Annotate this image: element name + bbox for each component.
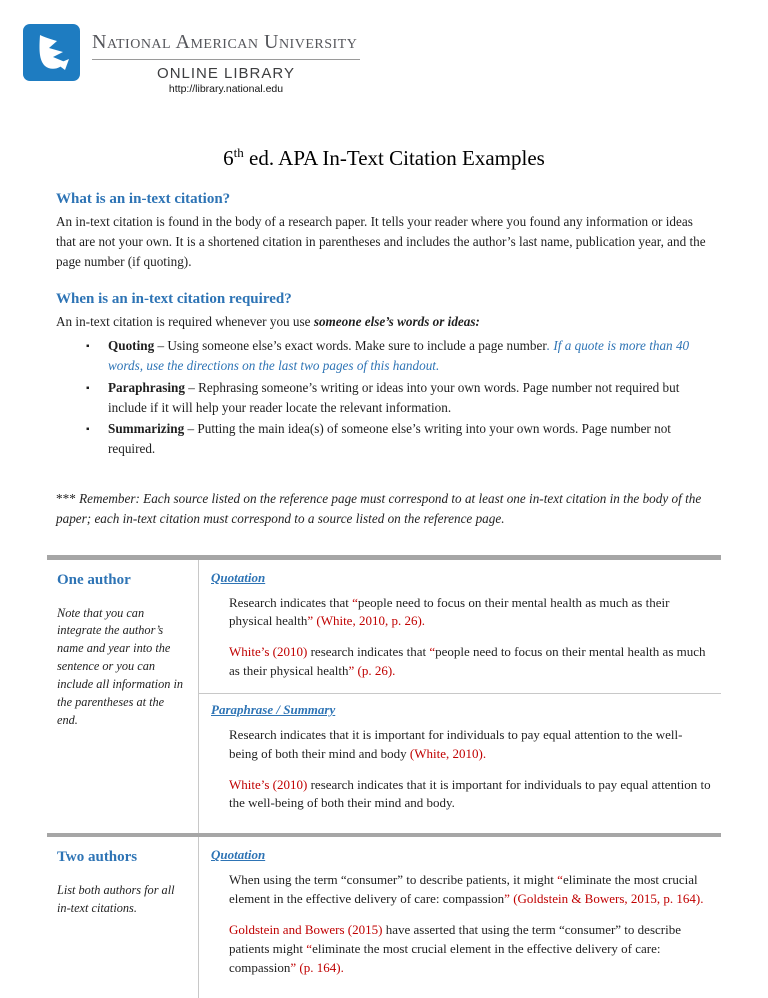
text-segment: Goldstein and Bowers (2015) — [229, 922, 383, 937]
university-logo — [23, 24, 80, 81]
row-note: List both authors for all in-text citations. — [57, 883, 175, 916]
text-segment: th — [233, 145, 244, 160]
example-paragraph — [229, 921, 711, 978]
online-library-label: ONLINE LIBRARY — [157, 65, 295, 82]
example-paragraph — [229, 594, 711, 632]
row-label-cell-two-authors — [47, 837, 199, 997]
paraphrase-section — [199, 693, 721, 813]
text-segment: – Using someone else’s exact words. Make sure to include a page number — [154, 338, 547, 354]
text-segment: “ — [352, 594, 358, 610]
text-segment: “ — [306, 940, 313, 956]
row-note: Note that you can integrate the author’s name and year into the sentence or you can include all information in the parentheses at the end. — [57, 605, 184, 727]
text-segment: – Putting the main idea(s) of someone else’s writing into your own words. Page number not required. — [108, 421, 671, 457]
list-item-paraphrasing — [86, 378, 712, 418]
row-title: One author — [57, 571, 131, 588]
example-paragraph — [229, 726, 711, 764]
text-segment: 6 — [223, 146, 234, 170]
remember-note — [56, 489, 712, 529]
text-segment: . If a quote is more than 40 words, use the directions on the last two pages of this handout. — [108, 338, 690, 373]
text-segment: Research indicates that — [229, 594, 353, 610]
table-row — [47, 837, 721, 997]
page-title — [0, 145, 768, 171]
text-segment: ” (Goldstein & Bowers, 2015, p. 164). — [504, 891, 704, 907]
university-name: National American University — [92, 31, 358, 53]
text-segment: ” (White, 2010, p. 26). — [307, 613, 426, 629]
text-segment: Research indicates that it is important for individuals to pay equal attention to the well-being of both their mind and body — [229, 726, 683, 761]
list-item-summarizing — [86, 419, 712, 459]
section-heading: Paraphrase / Summary — [211, 701, 336, 717]
text-segment: *** — [56, 490, 80, 506]
library-url: http://library.national.edu — [168, 83, 284, 95]
when-required-intro — [56, 312, 712, 332]
section-heading: Quotation — [211, 847, 266, 863]
quotation-section — [211, 843, 711, 977]
row-examples-cell — [199, 837, 721, 997]
text-segment: eliminate the most crucial element in the effective delivery of care: compassion — [229, 940, 661, 975]
text-segment: White’s (2010) — [229, 644, 308, 660]
text-segment: have asserted that using the term “consumer” to describe patients might — [229, 922, 681, 956]
text-segment: “ — [557, 872, 563, 888]
text-segment: “ — [429, 644, 436, 660]
brand-divider — [92, 59, 360, 60]
text-segment: someone else’s words or ideas: — [313, 314, 480, 330]
brand-block — [92, 24, 364, 95]
text-segment: Quoting — [108, 338, 155, 354]
masthead — [0, 0, 768, 95]
text-segment: people need to focus on their mental health as much as their physical health — [229, 594, 670, 629]
text-segment: (White, 2010). — [409, 745, 487, 761]
text-segment: – Rephrasing someone’s writing or ideas into your own words. Page number not required but include if it will help your reader locate the relevant information. — [108, 379, 680, 415]
text-segment: research indicates that — [307, 644, 430, 660]
what-is-paragraph: An in-text citation is found in the body of a research paper. It tells your reader where you found any information or ideas that are not your own. It is a shortened citation in parentheses and includes the author’s last name, publication year, and the page number (if quoting). — [56, 214, 706, 269]
text-segment: Remember: Each source listed on the reference page must correspond to at least one in-text citation in the body of the paper; each in-text citation must correspond to a source listed on the reference page. — [56, 490, 702, 526]
text-segment: people need to focus on their mental health as much as their physical health — [229, 644, 706, 679]
section-heading: Quotation — [211, 569, 266, 585]
citation-types-list — [56, 336, 712, 459]
table-row — [47, 560, 721, 834]
examples-table — [47, 555, 721, 998]
text-segment: When using the term “consumer” to describe patients, it might — [229, 872, 558, 888]
text-segment: An in-text citation is required whenever you use — [56, 314, 314, 330]
heading-when-required: When is an in-text citation required? — [56, 291, 292, 308]
text-segment: ed. APA In-Text Citation Examples — [243, 146, 545, 170]
quotation-section — [211, 566, 711, 681]
row-label-cell-one-author — [47, 560, 199, 834]
text-segment: ” (p. 26). — [348, 663, 396, 679]
eagle-icon — [23, 68, 80, 85]
heading-what-is: What is an in-text citation? — [56, 191, 231, 207]
text-segment: ” (p. 164). — [290, 959, 344, 975]
text-segment: Paraphrasing — [108, 379, 185, 395]
row-title: Two authors — [57, 849, 138, 866]
text-segment: eliminate the most crucial element in the effective delivery of care: compassion — [229, 872, 698, 907]
row-examples-cell — [199, 560, 721, 834]
list-item-quoting — [86, 336, 712, 376]
example-paragraph — [229, 643, 711, 681]
text-segment: White’s (2010) — [229, 776, 308, 792]
example-paragraph — [229, 776, 711, 814]
text-segment: research indicates that it is important for individuals to pay equal attention to the well-being of both their mind and body. — [229, 776, 711, 811]
document-body — [0, 191, 768, 529]
example-paragraph — [229, 871, 711, 909]
text-segment: Summarizing — [108, 421, 185, 437]
